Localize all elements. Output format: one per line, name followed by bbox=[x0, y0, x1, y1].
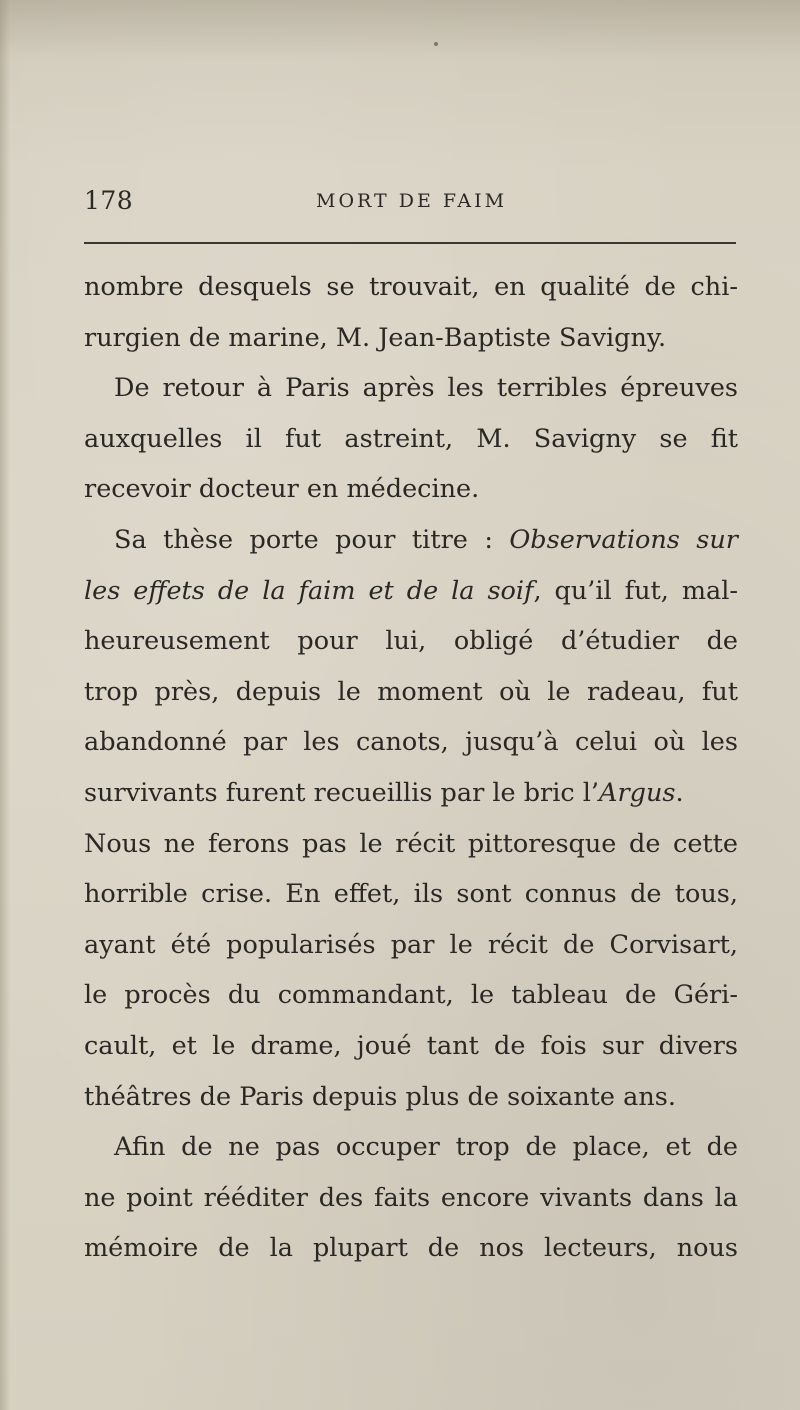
text-line: ayant été popularisés par le récit de Corvisart, bbox=[84, 929, 738, 960]
scan-speck bbox=[434, 42, 438, 46]
text-line: recevoir docteur en médecine. bbox=[84, 474, 480, 505]
text-run: . bbox=[675, 777, 684, 808]
page-edge bbox=[0, 0, 10, 1410]
text-line: Nous ne ferons pas le récit pittoresque de cette bbox=[84, 828, 738, 859]
text-run: survivants furent recueillis par le bric l’ bbox=[84, 777, 600, 808]
scan-shadow bbox=[0, 0, 800, 60]
text-line: De retour à Paris après les terribles épreuves bbox=[114, 373, 738, 404]
italic-title: Observations sur bbox=[509, 524, 738, 555]
text-line bbox=[84, 566, 738, 617]
text-line: nombre desquels se trouvait, en qualité de chi- bbox=[84, 272, 738, 302]
text-line bbox=[84, 515, 738, 566]
text-line: abandonné par les canots, jusqu’à celui où les bbox=[84, 727, 738, 758]
text-line: heureusement pour lui, obligé d’étudier de bbox=[84, 626, 738, 657]
body-text bbox=[84, 262, 738, 1274]
text-line: théâtres de Paris depuis plus de soixante ans. bbox=[84, 1081, 676, 1112]
text-line: le procès du commandant, le tableau de Géri- bbox=[84, 980, 738, 1011]
text-line: rurgien de marine, M. Jean-Baptiste Savigny. bbox=[84, 322, 667, 353]
text-line: ne point rééditer des faits encore vivants dans la bbox=[84, 1182, 738, 1213]
text-line: cault, et le drame, joué tant de fois sur divers bbox=[84, 1030, 738, 1061]
text-line: horrible crise. En effet, ils sont connus de tous, bbox=[84, 879, 738, 910]
header-rule bbox=[84, 242, 736, 244]
text-line: trop près, depuis le moment où le radeau, fut bbox=[84, 676, 738, 707]
running-title: MORT DE FAIM bbox=[316, 190, 508, 212]
italic-ship-name: Argus bbox=[599, 777, 676, 808]
text-line: auxquelles il fut astreint, M. Savigny se fit bbox=[84, 423, 738, 454]
text-line: mémoire de la plupart de nos lecteurs, nous bbox=[84, 1233, 738, 1264]
italic-title: les effets de la faim et de la soif bbox=[84, 575, 534, 606]
text-line: Afin de ne pas occuper trop de place, et de bbox=[114, 1132, 738, 1163]
running-header bbox=[84, 186, 734, 226]
text-line bbox=[84, 768, 738, 819]
text-run: Sa thèse porte pour titre : bbox=[114, 524, 510, 555]
page-number: 178 bbox=[84, 186, 134, 215]
text-run: , qu’il fut, mal- bbox=[533, 575, 738, 606]
